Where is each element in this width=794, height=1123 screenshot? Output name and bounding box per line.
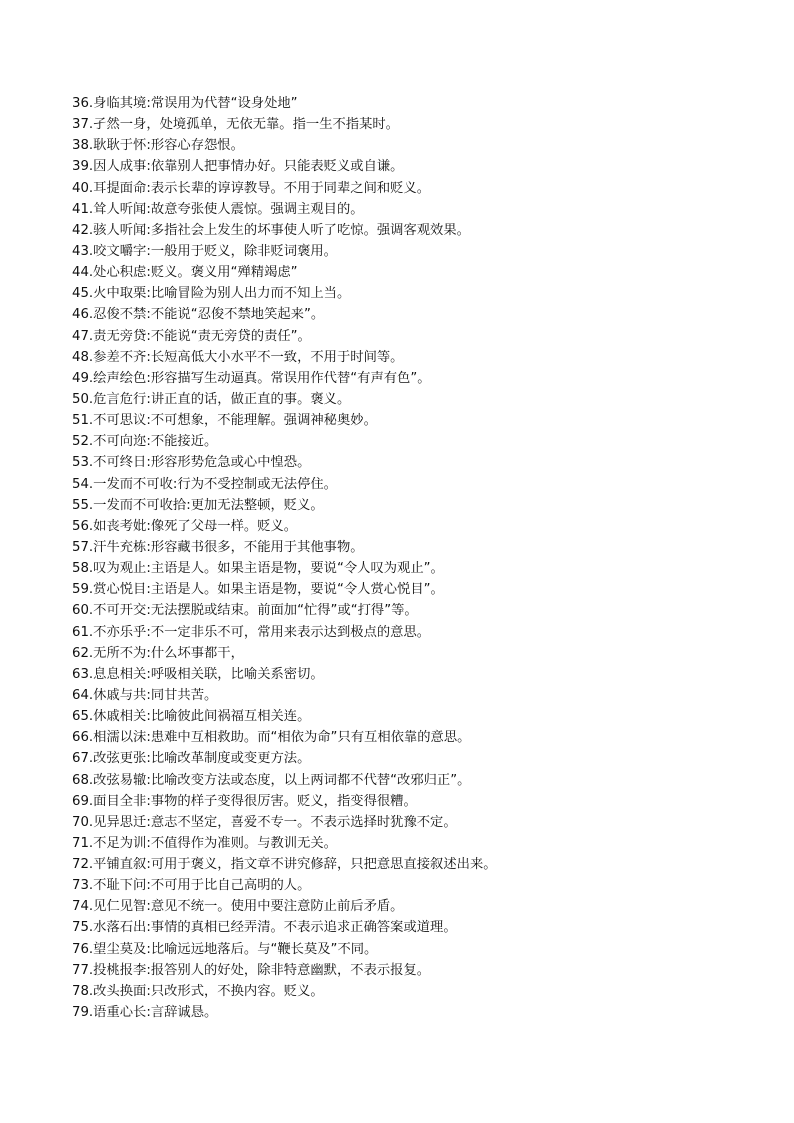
idiom-entry: 37.孑然一身，处境孤单，无依无靠。指一生不指某时。 [72,117,399,133]
idiom-entry: 77.投桃报李:报答别人的好处，除非特意幽默，不表示报复。 [72,962,431,978]
idiom-entry: 67.改弦更张:比喻改革制度或变更方法。 [72,751,311,767]
idiom-entry: 61.不亦乐乎:不一定非乐不可，常用来表示达到极点的意思。 [72,624,431,640]
idiom-entry: 38.耿耿于怀:形容心存怨恨。 [72,138,244,154]
idiom-entry: 49.绘声绘色:形容描写生动逼真。常误用作代替“有声有色”。 [72,370,431,386]
idiom-entry: 62.无所不为:什么坏事都干， [72,645,244,661]
idiom-entry: 40.耳提面命:表示长辈的谆谆教导。不用于同辈之间和贬义。 [72,180,431,196]
idiom-entry: 57.汗牛充栋:形容藏书很多，不能用于其他事物。 [72,539,364,555]
idiom-entry: 48.参差不齐:长短高低大小水平不一致，不用于时间等。 [72,349,404,365]
idiom-entry: 72.平铺直叙:可用于褒义，指文章不讲究修辞，只把意思直接叙述出来。 [72,857,497,873]
idiom-entry: 74.见仁见智:意见不统一。使用中要注意防止前后矛盾。 [72,899,404,915]
idiom-entry: 41.耸人听闻:故意夸张使人震惊。强调主观目的。 [72,201,364,217]
idiom-entry: 79.语重心长:言辞诚恳。 [72,1005,218,1021]
idiom-entry: 52.不可向迩:不能接近。 [72,434,218,450]
idiom-entry: 44.处心积虑:贬义。褒义用“殚精竭虑” [72,265,298,281]
idiom-entry: 39.因人成事:依靠别人把事情办好。只能表贬义或自谦。 [72,159,404,175]
idiom-entry: 58.叹为观止:主语是人。如果主语是物，要说“令人叹为观止”。 [72,561,444,577]
idiom-entry: 55.一发而不可收拾:更加无法整顿，贬义。 [72,497,324,513]
idiom-entry: 69.面目全非:事物的样子变得很厉害。贬义，指变得很糟。 [72,793,417,809]
idiom-entry: 50.危言危行:讲正直的话，做正直的事。褒义。 [72,391,351,407]
idiom-entry: 36.身临其境:常误用为代替“设身处地” [72,96,298,111]
idiom-entry: 56.如丧考妣:像死了父母一样。贬义。 [72,518,298,534]
idiom-entry: 46.忍俊不禁:不能说“忍俊不禁地笑起来”。 [72,307,325,323]
idiom-entry: 59.赏心悦目:主语是人。如果主语是物，要说“令人赏心悦目”。 [72,582,444,598]
document-body [72,93,762,1023]
idiom-entry: 54.一发而不可收:行为不受控制或无法停住。 [72,476,337,492]
idiom-entry: 43.咬文嚼字:一般用于贬义，除非贬词褒用。 [72,243,337,259]
idiom-entry: 66.相濡以沫:患难中互相救助。而“相依为命”只有互相依靠的意思。 [72,730,471,746]
idiom-entry: 65.休戚相关:比喻彼此间祸福互相关连。 [72,709,311,725]
idiom-entry: 60.不可开交:无法摆脱或结束。前面加“忙得”或“打得”等。 [72,603,418,619]
idiom-entry: 53.不可终日:形容形势危急或心中惶恐。 [72,455,311,471]
idiom-entry: 68.改弦易辙:比喻改变方法或态度，以上两词都不代替“改邪归正”。 [72,772,471,788]
idiom-entry: 75.水落石出:事情的真相已经弄清。不表示追求正确答案或道理。 [72,920,457,936]
idiom-entry: 51.不可思议:不可想象，不能理解。强调神秘奥妙。 [72,413,377,429]
idiom-entry: 71.不足为训:不值得作为准则。与教训无关。 [72,835,337,851]
idiom-entry: 78.改头换面:只改形式，不换内容。贬义。 [72,983,324,999]
idiom-entry: 47.责无旁贷:不能说“责无旁贷的责任”。 [72,328,311,344]
idiom-entry: 45.火中取栗:比喻冒险为别人出力而不知上当。 [72,286,351,302]
idiom-entry: 63.息息相关:呼吸相关联，比喻关系密切。 [72,666,324,682]
idiom-entry: 76.望尘莫及:比喻远远地落后。与“鞭长莫及”不同。 [72,941,378,957]
idiom-entry: 42.骇人听闻:多指社会上发生的坏事使人听了吃惊。强调客观效果。 [72,222,470,238]
idiom-entry: 70.见异思迁:意志不坚定，喜爱不专一。不表示选择时犹豫不定。 [72,814,457,830]
idiom-entry: 73.不耻下问:不可用于比自己高明的人。 [72,878,311,894]
idiom-entry: 64.休戚与共:同甘共苦。 [72,687,218,703]
